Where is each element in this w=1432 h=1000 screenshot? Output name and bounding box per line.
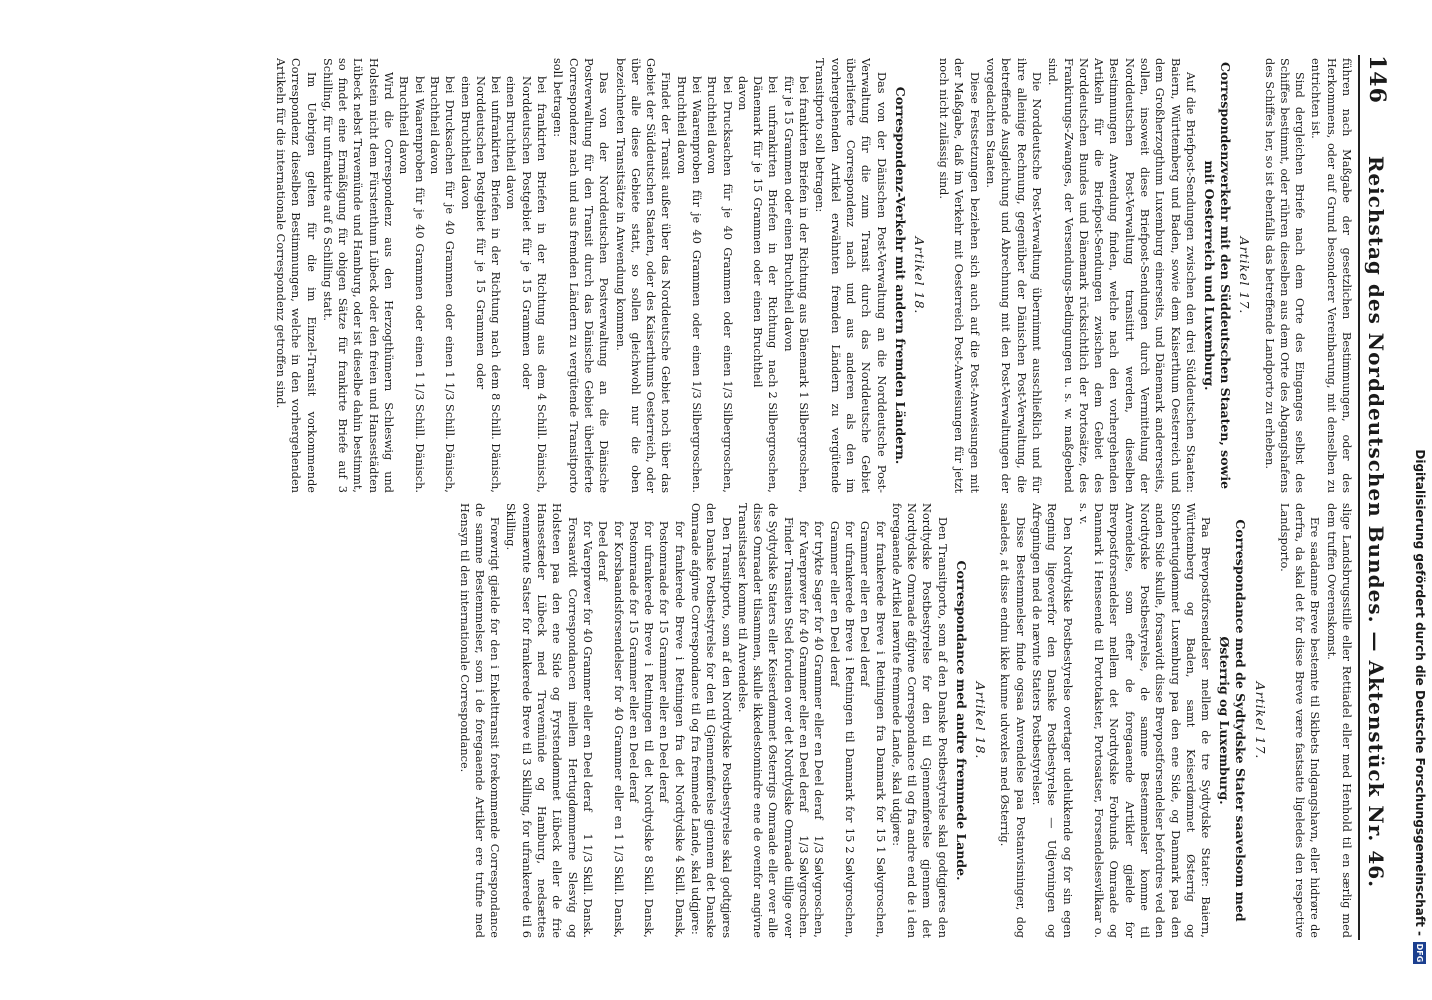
article-18-paragraph-4: Forsaavidt Correspondancen imellem Hertugdømmerne Slesvig og Holsteen paa den ene Side og Fyrstendømmet Lübeck eller de frie Hansestæder Lübeck med Travemünde og Hamburg, nedsættes ovennævnte Satser for frankerede Breve til 3 Skilling, for ufrankerede til 6 Skilling. [504, 503, 579, 938]
article-18-heading: Artikel 18. [911, 236, 927, 315]
article-17-section-title: Correspondenzverkehr mit den Süddeutschen Staaten, sowie mit Oesterreich und Luxemburg. [1201, 61, 1233, 490]
rate-label: for trykte Sager for 40 Grammer eller en Deel deraf [812, 521, 826, 820]
rate-value: 1 1/3 Skill. Dansk. [580, 833, 594, 938]
rate-label: bei unfrankirten Briefen in der Richtung nach dem Norddeutschen Postgebiet für je 15 Grammen oder einen Bruchtheil davon [458, 76, 503, 390]
article-18-intro: Den Transitporto, som af den Danske Postbestyrelse skal godtgjøres den Nordtydske Postbestyrelse for den til Gjennemførelse gjennem det Nordtydske Omraade afgivne Correspondance til og fra andre end de i den foregaaende Artikel nævnte fremmede Lande, skal udgjøre: [889, 503, 949, 938]
rate-label: bei Drucksachen für je 40 Grammen oder einen Bruchtheil davon [705, 76, 734, 377]
rate-row [857, 503, 888, 938]
article-18-paragraph-4: Wird die Correspondenz aus den Herzogthümern Schleswig und Holstein nicht dem Fürstenthum Lübeck oder den freien und Hansestädten Lübeck nebst Travemünde und Hamburg, oder ist dieselbe dahin bestimmt, so findet eine Ermäßigung für obigen Sätze für frankirte Briefe auf 3 Schilling, für unfrankirte auf 6 Schilling statt. [320, 58, 396, 493]
rate-row [796, 503, 811, 938]
rate-label: for frankerede Breve i Retningen fra Danmark for 15 Grammer eller en Deel deraf [858, 521, 887, 843]
rate-label: bei frankirten Briefen in der Richtung aus Dänemark für je 15 Grammen oder einen Bruchtheil davon [781, 76, 811, 388]
dfg-logo: DFG [1415, 943, 1425, 963]
rate-label: for Vareprøver for 40 Grammer eller en Deel deraf [797, 521, 811, 812]
rate-value: 4 Schill. Dänisch, [535, 393, 549, 493]
article-18-paragraph-3: Den Transitporto, som af den Nordtydske Postbestyrelse skal godtgjøres den Danske Postbestyrelse for den til Gjennemførelse gjennem det Danske Omraade afgivne Correspondance til og fra fremmede Lande, skal udgjøre: [689, 503, 733, 938]
danish-column [132, 503, 1354, 938]
rate-label: bei unfrankirten Briefen in der Richtung nach Dänemark für je 15 Grammen oder einen Bruchtheil davon [735, 76, 780, 388]
rate-row [580, 503, 595, 938]
rate-row [811, 503, 826, 938]
article-18-paragraph-3: Das von der Norddeutschen Postverwaltung an die Dänische Postverwaltung für den Transit durch das Dänische Gebiet überlieferte Correspondenz nach und aus fremden Ländern zu vergütende Transitporto soll betragen: [551, 58, 611, 493]
rate-label: for frankerede Breve i Retningen fra det Nordtydske Postomraade for 15 Grammer eller en Deel deraf [657, 521, 686, 852]
article-17-paragraph-1: Auf die Briefpost-Sendungen zwischen den drei Süddeutschen Staaten: Baiern, Württemberg und Baden, sowie dem Kaiserthum Oesterreich und dem Großherzogthum Luxemburg einerseits, und Dänemark andererseits, sollen, insoweit diese Briefpost-Sendungen durch Vermittelung der Norddeutschen Post-Verwaltung transitirt werden, dieselben Bestimmungen Anwendung finden, welche nach den vorhergehenden Artikeln für die Briefpost-Sendungen zwischen dem Gebiet des Norddeutschen Bundes und Dänemark rücksichtlich der Portosätze, des Frankirungs-Zwanges, der Versendungs-Bedingungen u. s. w. maßgebend sind. [1046, 58, 1197, 493]
rate-label: for ufrankerede Breve i Retningen til det Nordtydske Postomraade for 15 Grammer eller en Deel deraf [626, 521, 656, 852]
article-18-section-title: Correspondenz-Verkehr mit andern fremden Ländern. [892, 86, 908, 465]
text-columns [132, 58, 1354, 938]
article-18-section-title: Correspondance med andre fremmede Lande. [953, 560, 969, 881]
rate-value: 1/3 Silbergroschen, [720, 380, 734, 493]
rate-value: 2 Silbergroschen, [766, 391, 780, 493]
rate-label: for Vareprøver for 40 Grammer eller en Deel deraf [580, 521, 594, 812]
rate-row [826, 503, 857, 938]
rate-value: 8 Schill. Dänisch, [489, 393, 503, 493]
page-title: Reichstag des Norddeutschen Bundes. — Aktenstück Nr. 46. [1364, 155, 1388, 889]
rate-value: 1/3 Silbergroschen. [690, 380, 704, 493]
article-18-paragraph-5: Forøvrigt gjælde for den i Enkelttransit forekommende Correspondance de samme Bestemmelser, som i de foregaaende Artikler ere trufne med Hensyn til den internationale Correspondance. [457, 503, 502, 938]
intro-paragraph-1: slige Landsbrugsstille eller Rettiadel eller med Henhold til en særlig med dem truffen Overenskomst. [1324, 503, 1353, 938]
article-17-paragraph-2: Den Nordtydske Postbestyrelse overtager udelukkende og for sin egen Regning ligeoverfor den Danske Postbestyrelse — Udjevningen og Afregningen med de nævnte Staters Postbestyrelser. [1029, 503, 1074, 938]
rate-label: for Korsbaandsforsendelser for 40 Grammer eller en Deel deraf [596, 521, 625, 830]
credit-label: Digitalisierung gefördert durch die Deutsche Forschungsgemeinschaft - [1413, 449, 1427, 936]
article-18-intro: Das von der Dänischen Post-Verwaltung an die Norddeutsche Post-Verwaltung für die zum Transit durch das Norddeutsche Gebiet überlieferte Correspondenz nach und aus anderen als den im vorhergehenden Artikel erwähnten fremden Ländern zu vergütende Transitporto soll betragen: [813, 58, 888, 493]
digitization-credit-text [1408, 0, 1432, 1000]
article-18-paragraph-2: Finder Transiten Sted foruden over det Nordtydske Omraade tillige over de Sydtydske Staters eller Keiserdømmet Østerrigs Omraade eller over alle disse Omraader tilsammen, skulle ikkedestomindre ene de ovenfor angivne Transitsatser komme til Anvendelse. [735, 503, 795, 938]
article-17-paragraph-2: Die Norddeutsche Post-Verwaltung übernimmt ausschließlich und für ihre alleinige Rechnung, gegenüber der Dänischen Post-Verwaltung, die betreffende Ausgleichung und Abrechnung mit den Post-Verwaltungen der vorgedachten Staaten. [984, 58, 1043, 493]
rate-row [595, 503, 626, 938]
rate-label: bei Waarenproben für je 40 Grammen oder einen Bruchtheil davon [397, 76, 426, 368]
rate-label: for ufrankerede Breve i Retningen til Danmark for 15 Grammer eller en Deel deraf [827, 521, 856, 843]
article-18-paragraph-5: Im Uebrigen gelten für die im Einzel-Transit vorkommende Correspondenz dieselben Bestimmungen, welche in den vorhergehenden Artikeln für die internationale Correspondenz getroffen sind. [274, 58, 318, 493]
article-17-heading: Artikel 17. [1252, 681, 1268, 760]
rate-value: 2 Sølvgroschen, [842, 846, 856, 938]
article-17-heading: Artikel 17. [1237, 236, 1253, 315]
article-17-paragraph-3: Disse Bestemmelser finde ogsaa Anvendelse paa Postanvisninger, dog saaledes, at disse endnu ikke kunne udvexles med Østerrig. [998, 503, 1027, 938]
rate-value: 1 Silbergroschen, [797, 391, 811, 493]
rate-label: bei Waarenproben für je 40 Grammen oder einen Bruchtheil davon [674, 76, 704, 377]
rate-row [396, 58, 427, 493]
rate-row [673, 58, 704, 493]
rate-label: bei Drucksachen für je 40 Grammen oder einen Bruchtheil davon [427, 76, 457, 368]
rate-value: 1/3 Sølvgroschen. [797, 835, 811, 938]
rate-row [457, 58, 503, 493]
rate-row [704, 58, 735, 493]
intro-paragraph-2: Sind dergleichen Briefe nach dem Orte des Einganges selbst des Schiffes bestimmt, oder rühren dieselben aus dem Orte des Abgangshafens des Schiffes her, so ist ebenfalls das betreffende Landporto zu erheben. [1262, 58, 1307, 493]
article-17-section-title: Correspondance med de Sydtydske Stater saavelsom med Østerrig og Luxemburg. [1217, 519, 1249, 922]
rate-value: 1 Sølvgroschen, [873, 846, 887, 938]
german-column [132, 58, 1354, 493]
rate-row [781, 58, 812, 493]
rate-value: 8 Skill. Dansk, [642, 855, 656, 938]
digitization-credit [1408, 0, 1432, 1000]
rate-value: 1/3 Sølvgroschen, [812, 835, 826, 938]
intro-paragraph-1: führen nach Maßgabe der gesetzlichen Bestimmungen, oder des Herkommens, oder auf Grund besonderer Vereinbarung, mit denselben zu entrichten ist. [1309, 58, 1353, 493]
rate-value: 1 1/3 Schill. Dänisch. [412, 371, 426, 493]
rate-value: 1 1/3 Skill. Dansk, [611, 833, 625, 938]
page-number: 146 [1364, 55, 1390, 104]
rate-value: 1 1/3 Schill. Dänisch, [443, 371, 457, 493]
article-17-paragraph-3: Diese Festsetzungen beziehen sich auch auf die Post-Anweisungen mit der Maßgabe, daß im Verkehr mit Oesterreich Post-Anweisungen für jetzt noch nicht zulässig sind. [937, 58, 981, 493]
rate-row [427, 58, 458, 493]
rate-row [656, 503, 687, 938]
page-header [1358, 55, 1404, 940]
article-18-heading: Artikel 18. [973, 681, 989, 760]
intro-paragraph-2: Ere saadanne Breve bestemte til Skibets Indgangshavn, eller hidrøre de derfra, da skal det for disse Breve være fastsatte ligeledes den respective Landsporto. [1277, 503, 1322, 938]
rate-row [735, 58, 781, 493]
rate-row [503, 58, 549, 493]
article-18-paragraph-2: Findet der Transit außer über das Norddeutsche Gebiet noch über das Gebiet der Süddeutschen Staaten, oder des Kaiserthums Oesterreich, oder über alle diese Gebiete statt, so sollen gleichwohl nur die oben bezeichneten Transitsätze in Anwendung kommen. [613, 58, 673, 493]
article-17-paragraph-1: Paa Brevpostforsendelser mellem de tre Sydtydske Stater: Baiern, Württemberg og Baden, samt Keiserdømmet Østerrig og Storhertugdømmet Luxemburg paa den ene Side, og Danmark paa den anden Side skulle, forsaavidt disse Brevpostforsendelser befordres ved den Nordtydske Postbestyrelse, de samme Bestemmelser komme til Anvendelse, som efter de foregaaende Artikler gjælde for Brevpostforsendelser mellem det Nordtydske Forbunds Omraade og Danmark i Henseende til Portotakster, Portosatser, Forsendelsesvilkaar o. s. v. [1076, 503, 1213, 938]
rate-value: 4 Skill. Dansk, [672, 855, 686, 938]
rate-label: bei frankirten Briefen in der Richtung aus dem Norddeutschen Postgebiet für je 15 Grammen oder einen Bruchtheil davon [504, 76, 549, 390]
rate-row [626, 503, 657, 938]
